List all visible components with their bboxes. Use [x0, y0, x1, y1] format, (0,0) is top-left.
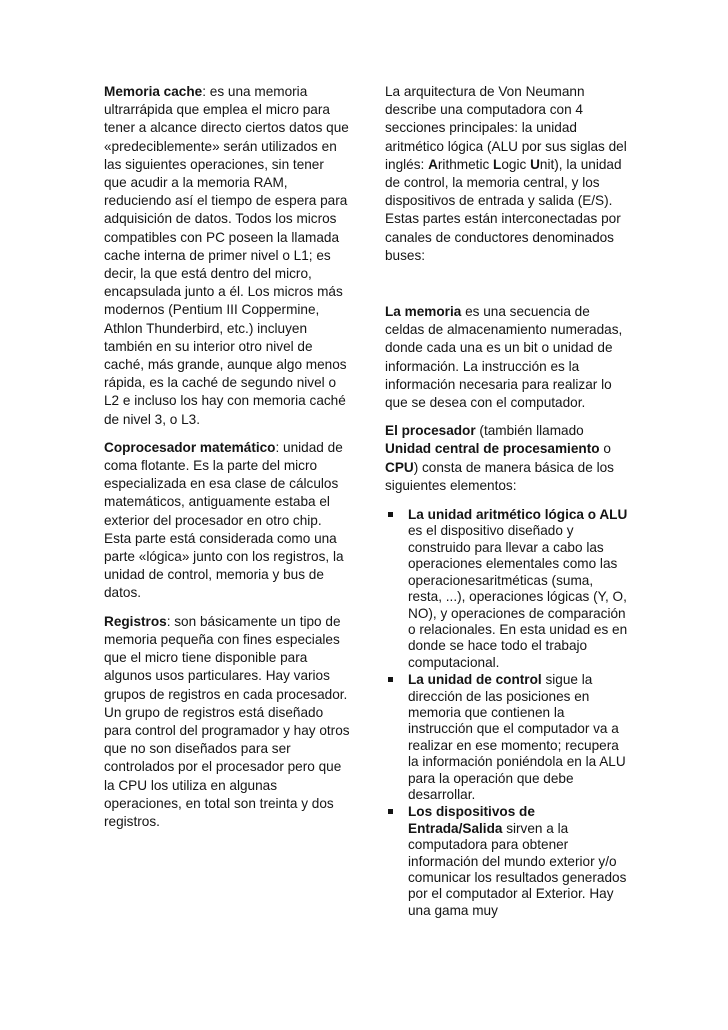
right-column [385, 83, 629, 920]
coprocesador-paragraph [104, 439, 350, 603]
procesador-term: El procesador [385, 423, 476, 439]
cpu-elements-list [385, 507, 629, 919]
acronym-a: A [428, 156, 438, 172]
alu-term: La unidad aritmético lógica o ALU [408, 507, 628, 523]
coprocesador-term: Coprocesador matemático [104, 439, 276, 455]
cpu-full-term: Unidad central de procesamiento [385, 441, 600, 457]
memoria-paragraph [385, 303, 629, 412]
registros-term: Registros [104, 613, 167, 629]
procesador-text-2: o [599, 441, 611, 457]
memoria-cache-text: : es una memoria ultrarrápida que emplea el micro para tener a alcance directo ciertos datos que «predeciblemente» serán utilizados en las siguientes operaciones, sin tener que acudir a la memoria RAM, reduciendo así el tiempo de espera para adquisición de datos. Todos los micros compatibles con PC poseen la llamada cache interna de primer nivel o L1; es decir, la que está dentro del micro, encapsulada junto a él. Los micros más modernos (Pentium III Coppermine, Athlon Thunderbird, etc.) incluyen también en su interior otro nivel de caché, más grande, aunque algo menos rápida, es la caché de segundo nivel o L2 e incluso los hay con memoria caché de nivel 3, o L3. [104, 84, 349, 427]
square-bullet-icon [388, 809, 393, 814]
procesador-text-3: ) consta de manera básica de los siguientes elementos: [385, 459, 614, 493]
acronym-u: U [530, 156, 540, 172]
control-unit-text: sigue la dirección de las posiciones en memoria que contienen la instrucción que el computador va a realizar en ese momento; recupera la información poniéndola en la ALU para la operación que debe desarrollar. [408, 672, 626, 802]
acronym-l: L [493, 156, 502, 172]
memoria-cache-paragraph [104, 83, 350, 429]
von-neumann-paragraph [385, 83, 629, 265]
cpu-term: CPU [385, 459, 414, 475]
control-unit-term: La unidad de control [408, 672, 542, 688]
square-bullet-icon [388, 677, 393, 682]
registros-paragraph [104, 613, 350, 831]
von-neumann-text-3: ogic [501, 156, 531, 172]
square-bullet-icon [388, 512, 393, 517]
von-neumann-text-1: La arquitectura de Von Neumann describe una computadora con 4 secciones principales: la unidad aritmético lógica (ALU por sus siglas del inglés: [385, 84, 627, 172]
io-devices-text: sirven a la computadora para obtener información del mundo exterior y/o comunicar los resultados generados por el computador al Exterior. Hay una gama muy [408, 820, 627, 918]
procesador-text-1: (también llamado [475, 423, 584, 439]
procesador-paragraph [385, 422, 629, 495]
left-column [104, 83, 350, 831]
alu-text: es el dispositivo diseñado y construido para llevar a cabo las operaciones elementales como las operacionesaritméticas (suma, resta, ...), operaciones lógicas (Y, O, NO), y operaciones de comparación o relacionales. En esta unidad es en donde se hace todo el trabajo computacional. [408, 523, 628, 670]
memoria-term: La memoria [385, 304, 462, 320]
registros-text: : son básicamente un tipo de memoria pequeña con fines especiales que el micro tiene disponible para algunos usos particulares. Hay varios grupos de registros en cada procesador. Un grupo de registros está diseñado para control del programador y hay otros que no son diseñados para ser controlados por el procesador pero que la CPU los utiliza en algunas operaciones, en total son treinta y dos registros. [104, 613, 350, 829]
memoria-text: es una secuencia de celdas de almacenamiento numeradas, donde cada una es un bit o unidad de información. La instrucción es la información necesaria para realizar lo que se desea con el computador. [385, 304, 623, 411]
list-item-control-unit [385, 672, 629, 803]
coprocesador-text: : unidad de coma flotante. Es la parte del micro especializada en esa clase de cálculos matemáticos, antiguamente estaba el exterior del procesador en otro chip. Esta parte está considerada como una parte «lógica» junto con los registros, la unidad de control, memoria y bus de datos. [104, 439, 344, 601]
list-item-io-devices [385, 804, 629, 919]
list-item-alu [385, 507, 629, 671]
von-neumann-text-2: rithmetic [437, 156, 494, 172]
memoria-cache-term: Memoria cache [104, 84, 203, 99]
io-devices-term: Los dispositivos de Entrada/Salida [408, 804, 535, 836]
von-neumann-text-4: nit), la unidad de control, la memoria central, y los dispositivos de entrada y salida (E/S). Estas partes están interconectadas por canales de conductores denominados buses: [385, 156, 622, 263]
